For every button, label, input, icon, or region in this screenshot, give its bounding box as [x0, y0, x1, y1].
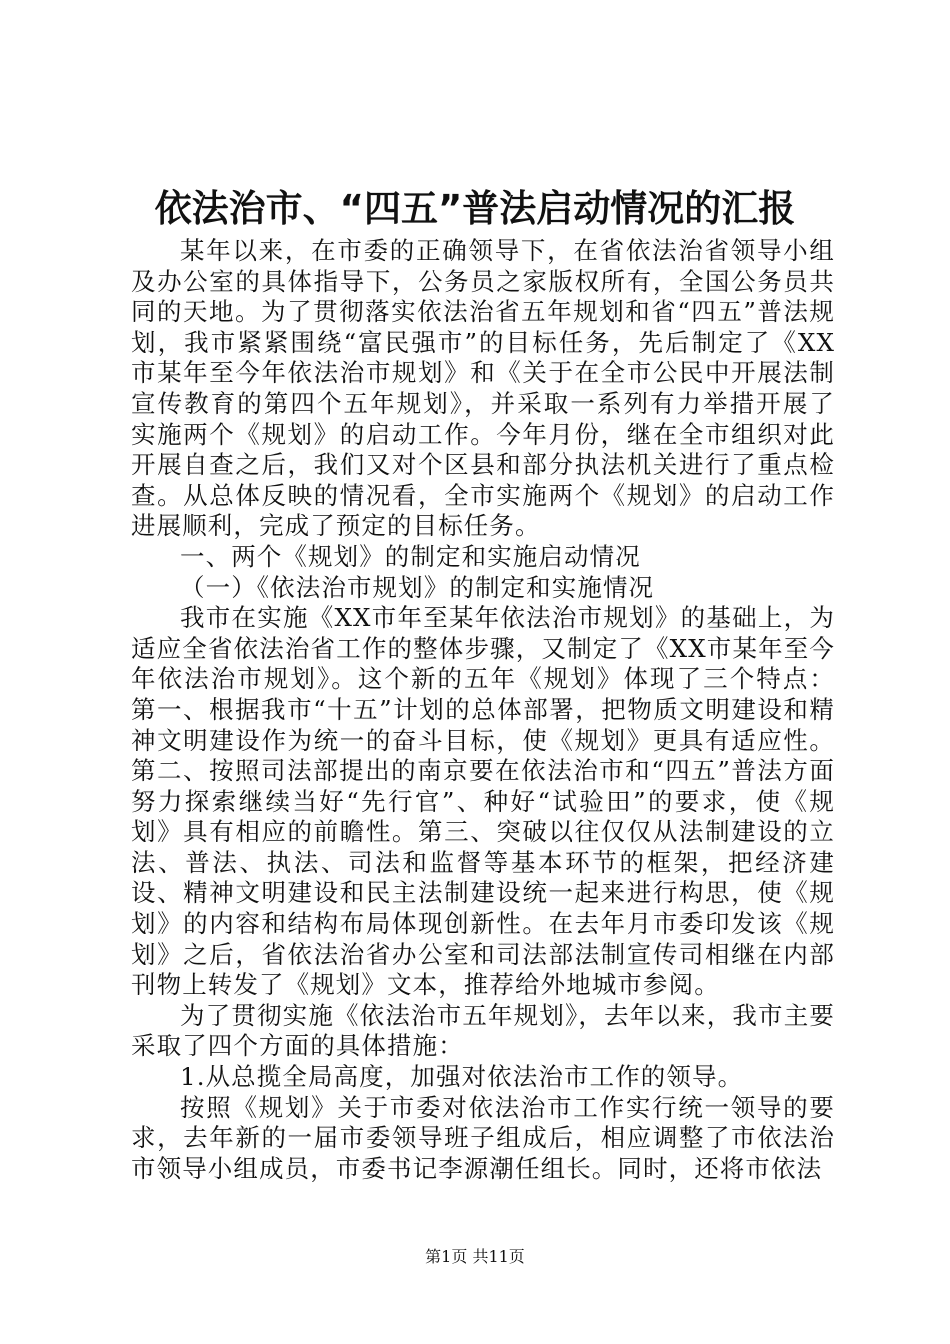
plan-features-paragraph: 我市在实施《XX市年至某年依法治市规划》的基础上，为适应全省依法治省工作的整体步骤，又制定了《XX市某年至今年依法治市规划》。这个新的五年《规划》体现了三个特点：第一、根据我市“十五”计划的总体部署，把物质文明建设和精神文明建设作为统一的奋斗目标，使《规划》更具有适应性。第二、按照司法部提出的南京要在依法治市和“四五”普法方面努力探索继续当好“先行官”、种好“试验田”的要求，使《规划》具有相应的前瞻性。第三、突破以往仅仅从法制建设的立法、普法、执法、司法和监督等基本环节的框架，把经济建设、精神文明建设和民主法制建设统一起来进行构思，使《规划》的内容和结构布局体现创新性。在去年月市委印发该《规划》之后，省依法治省办公室和司法部法制宣传司相继在内部刊物上转发了《规划》文本，推荐给外地城市参阅。: [131, 603, 835, 1000]
measure-1-heading: 1.从总揽全局高度，加强对依法治市工作的领导。: [180, 1062, 744, 1092]
measures-intro-paragraph: 为了贯彻实施《依法治市五年规划》，去年以来，我市主要采取了四个方面的具体措施：: [131, 1000, 835, 1061]
document-title: 依法治市、“四五”普法启动情况的汇报: [154, 187, 796, 230]
intro-paragraph: 某年以来，在市委的正确领导下，在省依法治省领导小组及办公室的具体指导下，公务员之家版权所有，全国公务员共同的天地。为了贯彻落实依法治省五年规划和省“四五”普法规划，我市紧紧围绕“富民强市”的目标任务，先后制定了《XX市某年至今年依法治市规划》和《关于在全市公民中开展法制宣传教育的第四个五年规划》，并采取一系列有力举措开展了实施两个《规划》的启动工作。今年月份，继在全市组织对此开展自查之后，我们又对个区县和部分执法机关进行了重点检查。从总体反映的情况看，全市实施两个《规划》的启动工作进展顺利，完成了预定的目标任务。: [131, 236, 835, 541]
measure-1-paragraph: 按照《规划》关于市委对依法治市工作实行统一领导的要求，去年新的一届市委领导班子组成后，相应调整了市依法治市领导小组成员，市委书记李源潮任组长。同时，还将市依法: [131, 1092, 835, 1183]
section-heading: 一、两个《规划》的制定和实施启动情况: [180, 541, 641, 571]
subsection-heading: （一）《依法治市规划》的制定和实施情况: [180, 572, 655, 602]
page-number-footer: 第1页 共11页: [425, 1247, 525, 1266]
document-body: [131, 236, 835, 1184]
